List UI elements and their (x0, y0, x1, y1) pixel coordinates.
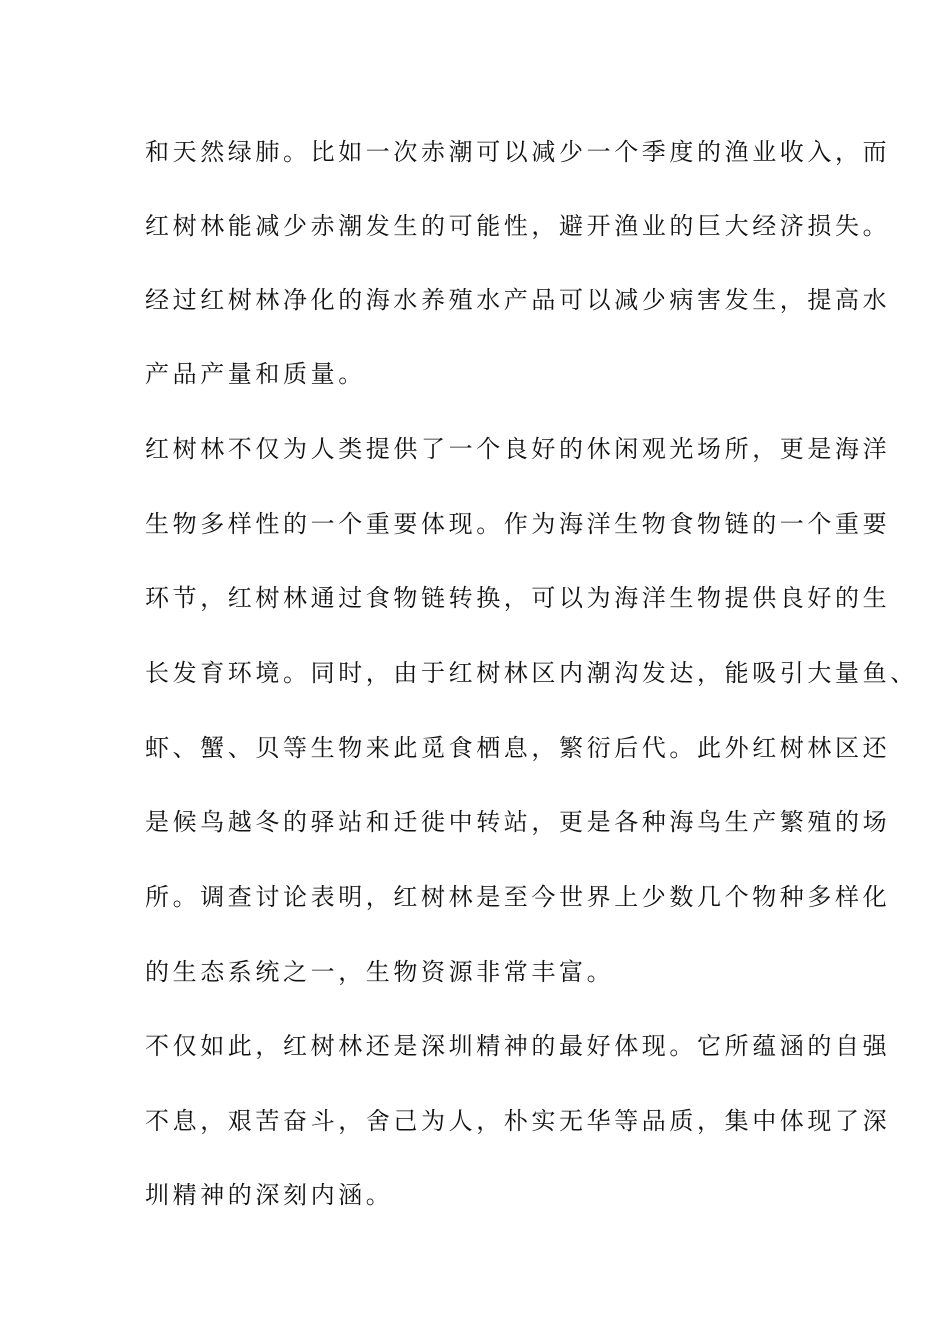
text-line: 红树林不仅为人类提供了一个良好的休闲观光场所，更是海洋 (145, 435, 891, 463)
text-line: 经过红树林净化的海水养殖水产品可以减少病害发生，提高水 (145, 286, 891, 314)
text-line: 生物多样性的一个重要体现。作为海洋生物食物链的一个重要 (145, 510, 891, 538)
text-line: 虾、蟹、贝等生物来此觅食栖息，繁衍后代。此外红树林区还 (145, 734, 891, 762)
text-line: 不息，艰苦奋斗，舍己为人，朴实无华等品质，集中体现了深 (145, 1107, 891, 1135)
text-line: 长发育环境。同时，由于红树林区内潮沟发达，能吸引大量鱼、 (145, 659, 918, 687)
text-line: 圳精神的深刻内涵。 (145, 1181, 394, 1209)
text-line: 不仅如此，红树林还是深圳精神的最好体现。它所蕴涵的自强 (145, 1032, 891, 1060)
text-line: 的生态系统之一，生物资源非常丰富。 (145, 958, 615, 986)
text-line: 所。调查讨论表明，红树林是至今世界上少数几个物种多样化 (145, 883, 891, 911)
text-line: 红树林能减少赤潮发生的可能性，避开渔业的巨大经济损失。 (145, 212, 891, 240)
text-line: 和天然绿肺。比如一次赤潮可以减少一个季度的渔业收入，而 (145, 138, 891, 166)
text-line: 环节，红树林通过食物链转换，可以为海洋生物提供良好的生 (145, 584, 891, 612)
text-line: 是候鸟越冬的驿站和迁徙中转站，更是各种海鸟生产繁殖的场 (145, 808, 891, 836)
text-line: 产品产量和质量。 (145, 360, 366, 388)
